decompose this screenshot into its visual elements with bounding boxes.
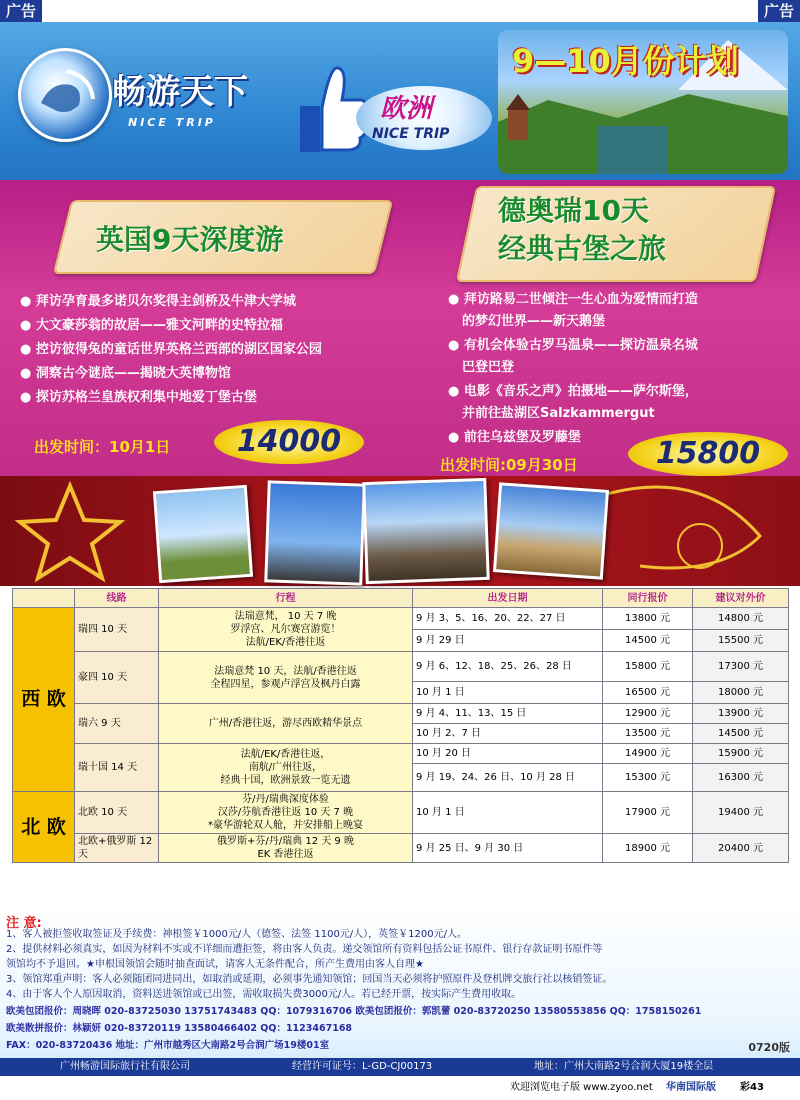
europe-sub: NICE TRIP	[372, 126, 450, 142]
trade-price: 13800 元	[603, 608, 693, 630]
route-date: 9 月 3、5、16、20、22、27 日	[413, 608, 603, 630]
note-line: 1、客人被拒签收取签证及手续费：神根签￥1000元/人（德签、法签 1100元/人），英签￥1200元/人。	[6, 929, 467, 940]
company-name: 广州畅游国际旅行社有限公司	[60, 1061, 190, 1072]
header-itinerary: 行程	[159, 589, 413, 608]
trade-price: 15300 元	[603, 764, 693, 792]
tour2-bullet: 巴登巴登	[462, 360, 515, 375]
route-desc: 法瑞意梵， 10 天 7 晚 罗浮宫、凡尔赛宫游览！ 法航/EK/香港往返	[159, 608, 413, 652]
windmill-photo	[153, 485, 253, 583]
tour2-bullet: 并前往盐湖区Salzkammergut	[462, 406, 655, 421]
route-desc: 俄罗斯+芬/丹/瑞典 12 天 9 晚 EK 香港往返	[159, 834, 413, 863]
trade-price: 14900 元	[603, 744, 693, 764]
trade-price: 15800 元	[603, 652, 693, 682]
tour2-bullet: ● 前往乌兹堡及罗藤堡	[448, 430, 581, 445]
section-label: 华南国际版	[666, 1082, 716, 1093]
trade-price: 16500 元	[603, 682, 693, 704]
retail-price: 17300 元	[693, 652, 789, 682]
route-date: 10 月 20 日	[413, 744, 603, 764]
ad-label-right: 广告	[758, 0, 800, 22]
tour2-title-line2: 经典古堡之旅	[498, 232, 667, 265]
parthenon-photo	[493, 482, 609, 579]
retail-price: 15900 元	[693, 744, 789, 764]
tour2-bullet: 的梦幻世界——新天鹅堡	[462, 314, 606, 329]
brand-name: 畅游天下	[112, 72, 248, 112]
contact-line: FAX：020-83720436 地址：广州市越秀区大南路2号合润广场19楼01室	[6, 1040, 330, 1051]
tour2-departure: 出发时间:09月30日	[440, 456, 578, 474]
route-date: 9 月 4、11、13、15 日	[413, 704, 603, 724]
tour2-bullet: ● 电影《音乐之声》拍摄地——萨尔斯堡，	[448, 384, 698, 399]
route-date: 9 月 25 日、9 月 30 日	[413, 834, 603, 863]
trade-price: 13500 元	[603, 724, 693, 744]
route-date: 10 月 2、7 日	[413, 724, 603, 744]
page-footer	[0, 1076, 800, 1100]
trade-price: 17900 元	[603, 792, 693, 834]
note-line: 3、领馆郑重声明：客人必须随团同进同出，如取消或延期，必须事先通知领馆；回国当天必须将护照原件及登机牌交旅行社以核销签证。	[6, 974, 613, 985]
eiffel-tower-photo	[264, 480, 366, 585]
tour1-departure: 出发时间：10月1日	[34, 438, 171, 456]
route-date: 9 月 29 日	[413, 630, 603, 652]
tour1-bullet: ● 拜访孕育最多诺贝尔奖得主剑桥及牛津大学城	[20, 294, 296, 309]
note-line: 领馆均不予退回。★申根国领馆会随时抽查面试，请客人无条件配合，所产生费用由客人自理★	[6, 959, 424, 970]
itinerary-table	[12, 588, 789, 863]
retail-price: 18000 元	[693, 682, 789, 704]
tour1-bullet: ● 洞察古今谜底——揭晓大英博物馆	[20, 366, 231, 381]
brand-sub: NICE TRIP	[128, 116, 216, 129]
header-region	[13, 589, 75, 608]
company-address: 地址：广州大南路2号合润大厦19楼全层	[534, 1061, 714, 1072]
site-note: 欢迎浏览电子版 www.zyoo.net	[510, 1082, 653, 1093]
retail-price: 19400 元	[693, 792, 789, 834]
globe-icon	[21, 51, 109, 139]
header-retail-price: 建议对外价	[693, 589, 789, 608]
tour2-bullet: ● 有机会体验古罗马温泉——探访温泉名城	[448, 338, 698, 353]
ad-label-left: 广告	[0, 0, 42, 22]
tour1-price: 14000	[214, 420, 364, 464]
thumbs-up-icon	[290, 56, 370, 156]
retail-price: 16300 元	[693, 764, 789, 792]
route-date: 10 月 1 日	[413, 682, 603, 704]
route-desc: 广州/香港往返，游尽西欧精华景点	[159, 704, 413, 744]
cathedral-photo	[362, 478, 489, 584]
trade-price: 14500 元	[603, 630, 693, 652]
contact-line: 欧美散拼报价：林颖妍 020-83720119 13580466402 QQ：1123467168	[6, 1023, 353, 1034]
retail-price: 15500 元	[693, 630, 789, 652]
tour1-bullet: ● 探访苏格兰皇族权利集中地爱丁堡古堡	[20, 390, 257, 405]
europe-label: 欧洲	[380, 94, 433, 124]
brand-logo	[18, 48, 112, 142]
route-name: 瑞四 10 天	[75, 608, 159, 652]
route-name: 北欧+俄罗斯 12 天	[75, 834, 159, 863]
page-number: 彩43	[740, 1082, 764, 1093]
header-dates: 出发日期	[413, 589, 603, 608]
retail-price: 13900 元	[693, 704, 789, 724]
region-west-europe: 西 欧	[13, 608, 75, 792]
retail-price: 20400 元	[693, 834, 789, 863]
tour1-title: 英国9天深度游	[96, 223, 284, 256]
plan-title: 9—10月份计划	[512, 42, 739, 80]
route-date: 9 月 19、24、26 日、10 月 28 日	[413, 764, 603, 792]
tour2-bullet: ● 拜访路易二世倾注一生心血为爱情而打造	[448, 292, 698, 307]
company-footer	[0, 1058, 800, 1076]
route-name: 瑞六 9 天	[75, 704, 159, 744]
notes-title: 注 意:	[6, 916, 42, 931]
retail-price: 14500 元	[693, 724, 789, 744]
retail-price: 14800 元	[693, 608, 789, 630]
license-number: 经营许可证号：L-GD-CJ00173	[292, 1061, 433, 1072]
trade-price: 12900 元	[603, 704, 693, 724]
route-name: 瑞十国 14 天	[75, 744, 159, 792]
tour2-title-line1: 德奥瑞10天	[498, 194, 649, 227]
contact-line: 欧美包团报价：周晓晖 020-83725030 13751743483 QQ：1079316706 欧美包团报价：郭凯蕾 020-83720250 13580553856 QQ：1758150261	[6, 1006, 702, 1017]
edition-label: 0720版	[748, 1041, 790, 1054]
header-route: 线路	[75, 589, 159, 608]
route-desc: 法航/EK/香港往返， 南航/广州往返， 经典十国，欧洲景致一览无遗	[159, 744, 413, 792]
route-date: 10 月 1 日	[413, 792, 603, 834]
note-line: 4、由于客人个人原因取消，资料送进领馆或已出签，需收取损失费3000元/人。若已经开票，按实际产生费用收取。	[6, 989, 522, 1000]
route-name: 北欧 10 天	[75, 792, 159, 834]
tour1-bullet: ● 大文豪莎翁的故居——雅文河畔的史特拉福	[20, 318, 283, 333]
region-north-europe: 北 欧	[13, 792, 75, 863]
route-desc: 芬/丹/瑞典深度体验 汉莎/芬航香港往返 10 天 7 晚 *豪华游轮双人舱，并安排船上晚宴	[159, 792, 413, 834]
trade-price: 18900 元	[603, 834, 693, 863]
note-line: 2、提供材料必须真实，如因为材料不实或不详细而遭拒签，将由客人负责。递交领馆所有资料包括公证书原件、银行存款证明书原件等	[6, 944, 603, 955]
tour1-bullet: ● 控访彼得兔的童话世界英格兰西部的湖区国家公园	[20, 342, 322, 357]
header-trade-price: 同行报价	[603, 589, 693, 608]
tour2-price: 15800	[628, 432, 788, 476]
route-name: 豪四 10 天	[75, 652, 159, 704]
route-desc: 法瑞意梵 10 天，法航/香港往返 全程四星，参观卢浮宫及枫丹白露	[159, 652, 413, 704]
route-date: 9 月 6、12、18、25、26、28 日	[413, 652, 603, 682]
